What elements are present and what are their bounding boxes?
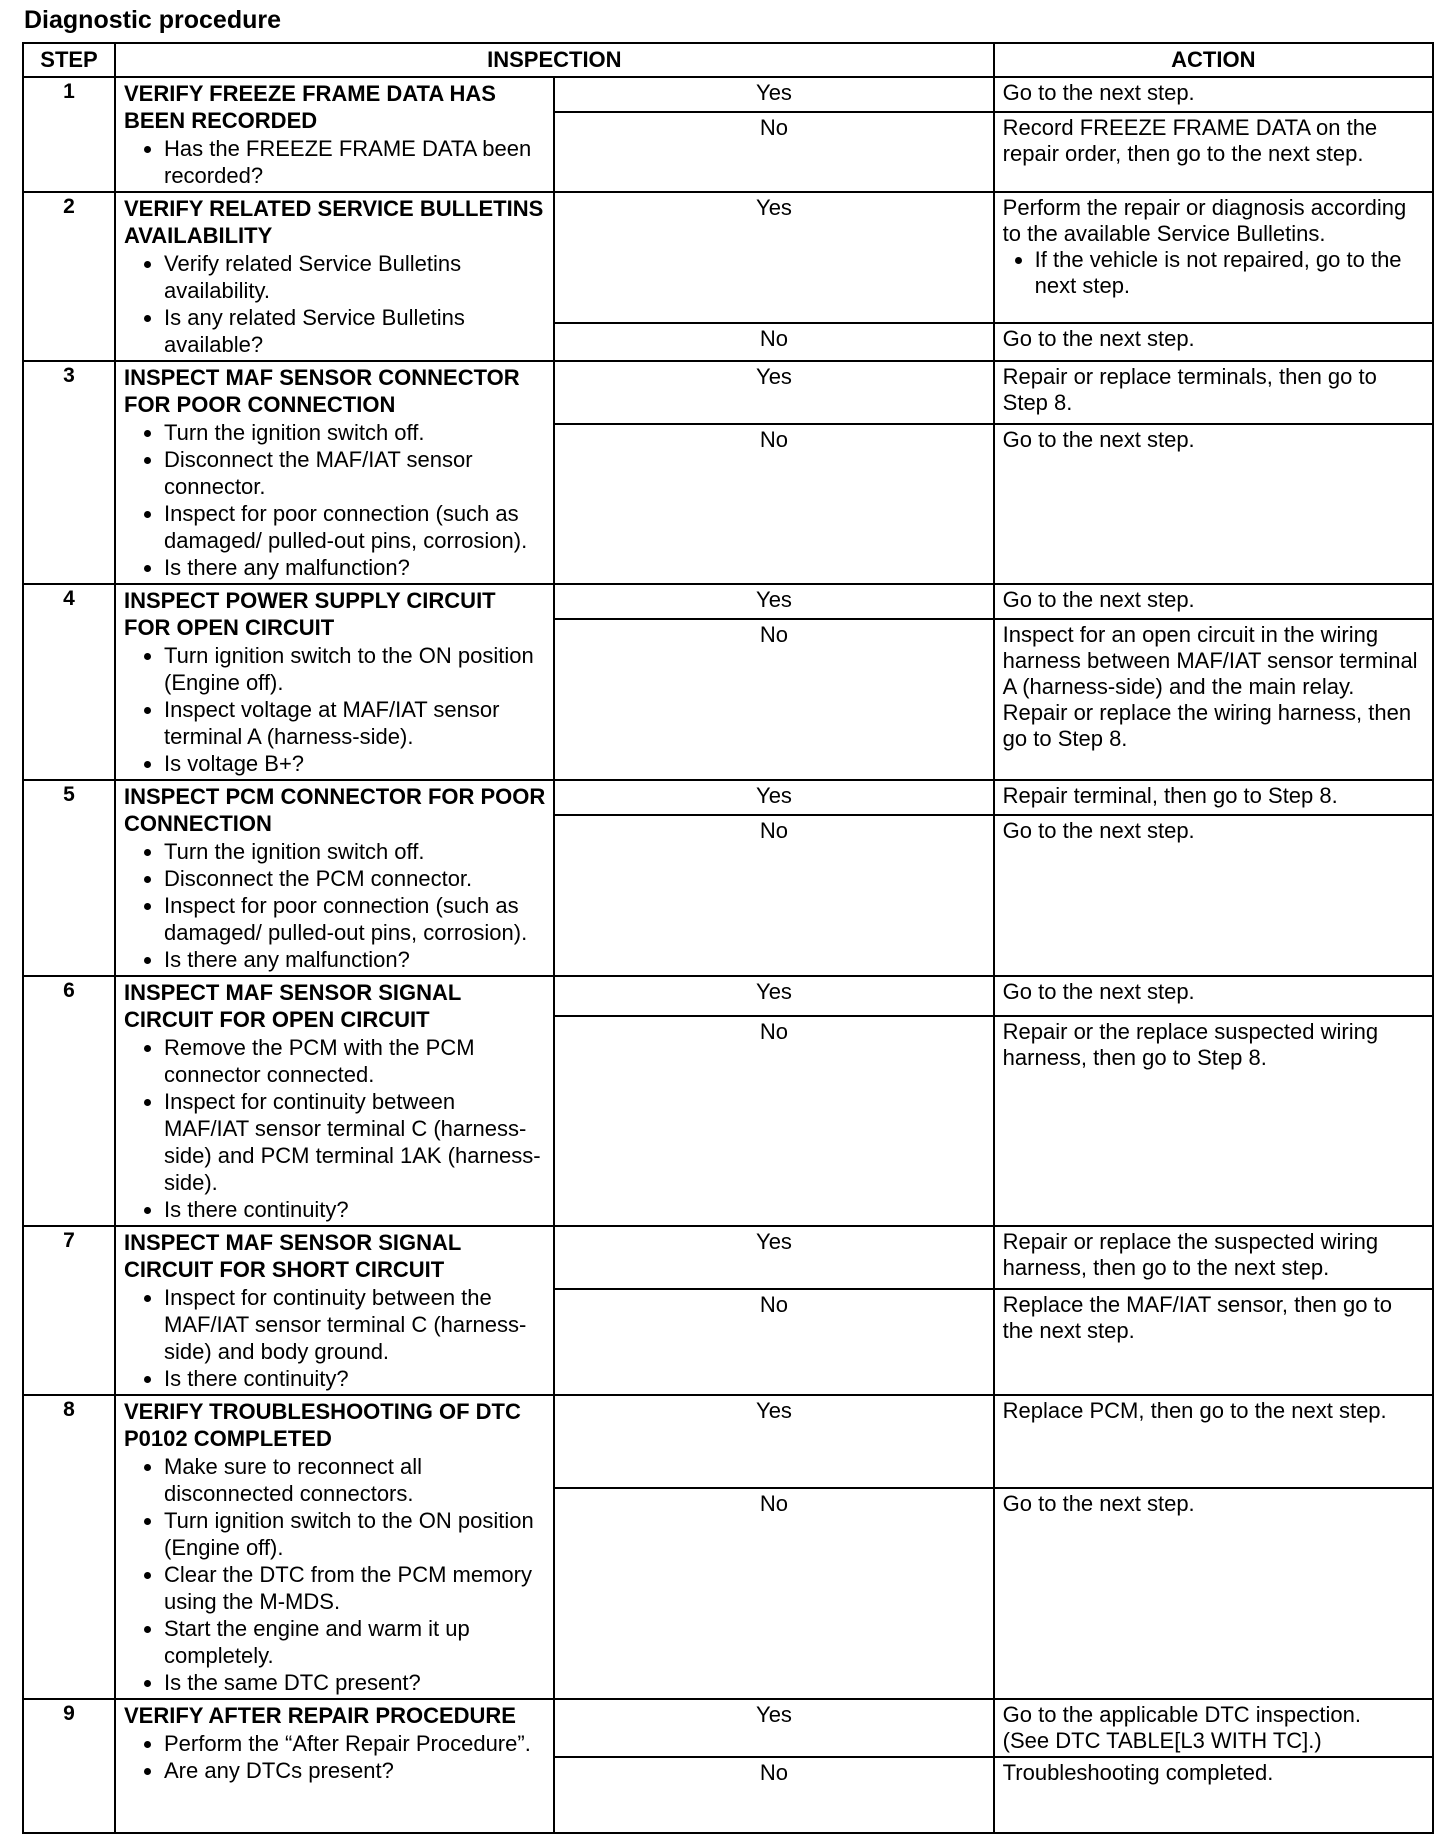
- inspection-bullet: • Has the FREEZE FRAME DATA been recorded?: [164, 135, 545, 189]
- yes-action: [994, 192, 1433, 323]
- step-title: INSPECT MAF SENSOR SIGNAL CIRCUIT FOR OPEN CIRCUIT: [124, 980, 461, 1032]
- step-row: [23, 361, 1433, 424]
- no-action: [994, 323, 1433, 361]
- action-text: Repair or replace the wiring harness, then go to Step 8.: [1002, 700, 1412, 752]
- inspection-bullet: • Remove the PCM with the PCM connector connected.: [164, 1034, 545, 1088]
- yes-label: Yes: [554, 361, 993, 424]
- yes-action: [994, 1699, 1433, 1757]
- action-text: Record FREEZE FRAME DATA on the repair order, then go to the next step.: [1002, 115, 1378, 167]
- yes-action: [994, 584, 1433, 619]
- inspection-bullet: • Is there continuity?: [164, 1365, 545, 1392]
- inspection-bullets: [124, 1453, 545, 1696]
- action-text: (See DTC TABLE[L3 WITH TC].): [1002, 1728, 1322, 1753]
- action-text: Inspect for an open circuit in the wiring harness between MAF/IAT sensor terminal A (harness-side) and the main relay.: [1002, 622, 1418, 700]
- step-inspection: [115, 584, 554, 780]
- yes-action: [994, 1395, 1433, 1488]
- inspection-bullets: [124, 642, 545, 777]
- table-body: [23, 77, 1433, 1833]
- step-title: INSPECT MAF SENSOR CONNECTOR FOR POOR CONNECTION: [124, 365, 520, 417]
- yes-label: Yes: [554, 77, 993, 112]
- step-number: 9: [23, 1699, 115, 1833]
- page-title: Diagnostic procedure: [24, 6, 281, 34]
- inspection-bullet: • Inspect for poor connection (such as damaged/ pulled-out pins, corrosion).: [164, 500, 545, 554]
- yes-label: Yes: [554, 1699, 993, 1757]
- inspection-bullets: [124, 1284, 545, 1392]
- no-action: [994, 1757, 1433, 1833]
- action-text: Go to the next step.: [1002, 1490, 1195, 1516]
- action-text: Repair or the replace suspected wiring harness, then go to Step 8.: [1002, 1018, 1379, 1070]
- inspection-bullets: [124, 1730, 545, 1784]
- header-action: ACTION: [994, 43, 1433, 77]
- action-text: Repair terminal, then go to Step 8.: [1002, 783, 1338, 808]
- step-title: VERIFY AFTER REPAIR PROCEDURE: [124, 1703, 516, 1728]
- step-title: INSPECT POWER SUPPLY CIRCUIT FOR OPEN CIRCUIT: [124, 588, 496, 640]
- action-text: Repair or replace terminals, then go to Step 8.: [1002, 364, 1377, 415]
- step-row: [23, 1699, 1433, 1757]
- no-label: No: [554, 323, 993, 361]
- yes-action: [994, 780, 1433, 815]
- step-number: 2: [23, 192, 115, 361]
- step-inspection: [115, 192, 554, 361]
- no-label: No: [554, 1016, 993, 1226]
- action-text: Replace PCM, then go to the next step.: [1002, 1398, 1387, 1423]
- inspection-bullet: • Perform the “After Repair Procedure”.: [164, 1730, 545, 1757]
- no-label: No: [554, 619, 993, 780]
- yes-action: [994, 976, 1433, 1016]
- action-text: Perform the repair or diagnosis according to the available Service Bulletins.: [1002, 195, 1407, 246]
- inspection-bullet: • Inspect voltage at MAF/IAT sensor terminal A (harness-side).: [164, 696, 545, 750]
- step-number: 7: [23, 1226, 115, 1395]
- step-inspection: [115, 1395, 554, 1699]
- yes-label: Yes: [554, 584, 993, 619]
- yes-action: [994, 1226, 1433, 1289]
- step-number: 6: [23, 976, 115, 1226]
- diagnostic-table: [22, 42, 1434, 1834]
- inspection-bullet: • Verify related Service Bulletins availability.: [164, 250, 545, 304]
- step-inspection: [115, 976, 554, 1226]
- step-number: 3: [23, 361, 115, 584]
- action-text: Troubleshooting completed.: [1002, 1760, 1274, 1785]
- inspection-bullet: • Disconnect the MAF/IAT sensor connector.: [164, 446, 545, 500]
- no-label: No: [554, 1757, 993, 1833]
- step-row: [23, 1226, 1433, 1289]
- no-action: [994, 1016, 1433, 1226]
- no-label: No: [554, 1488, 993, 1699]
- no-action: [994, 815, 1433, 976]
- inspection-bullet: • Is any related Service Bulletins available?: [164, 304, 545, 358]
- inspection-bullet: • Are any DTCs present?: [164, 1757, 545, 1784]
- action-text: Go to the next step.: [1002, 979, 1195, 1004]
- inspection-bullet: • Start the engine and warm it up completely.: [164, 1615, 545, 1669]
- step-row: [23, 192, 1433, 323]
- inspection-bullet: • Turn the ignition switch off.: [164, 419, 545, 446]
- no-label: No: [554, 112, 993, 192]
- action-bullets: [1003, 247, 1424, 299]
- step-title: VERIFY FREEZE FRAME DATA HAS BEEN RECORDED: [124, 81, 496, 133]
- step-inspection: [115, 780, 554, 976]
- inspection-bullet: • Is the same DTC present?: [164, 1669, 545, 1696]
- step-title: VERIFY TROUBLESHOOTING OF DTC P0102 COMPLETED: [124, 1399, 521, 1451]
- inspection-bullets: [124, 1034, 545, 1223]
- step-number: 8: [23, 1395, 115, 1699]
- step-inspection: [115, 1226, 554, 1395]
- inspection-bullet: • Is voltage B+?: [164, 750, 545, 777]
- step-number: 5: [23, 780, 115, 976]
- inspection-bullet: • Inspect for poor connection (such as damaged/ pulled-out pins, corrosion).: [164, 892, 545, 946]
- yes-label: Yes: [554, 976, 993, 1016]
- inspection-bullet: • Turn ignition switch to the ON position (Engine off).: [164, 642, 545, 696]
- no-action: [994, 619, 1433, 780]
- inspection-bullets: [124, 250, 545, 358]
- inspection-bullet: • Is there any malfunction?: [164, 554, 545, 581]
- yes-action: [994, 77, 1433, 112]
- action-text: Go to the next step.: [1002, 818, 1195, 844]
- action-text: Go to the next step.: [1002, 587, 1195, 612]
- no-action: [994, 1289, 1433, 1395]
- step-number: 4: [23, 584, 115, 780]
- action-text: Go to the next step.: [1002, 427, 1195, 453]
- step-row: [23, 780, 1433, 815]
- step-inspection: [115, 77, 554, 192]
- step-inspection: [115, 361, 554, 584]
- action-text: Replace the MAF/IAT sensor, then go to the next step.: [1002, 1291, 1392, 1343]
- inspection-bullet: • Clear the DTC from the PCM memory using the M-MDS.: [164, 1561, 545, 1615]
- no-label: No: [554, 815, 993, 976]
- step-row: [23, 1395, 1433, 1488]
- action-text: Go to the next step.: [1002, 80, 1195, 105]
- no-action: [994, 112, 1433, 192]
- action-text: Go to the applicable DTC inspection.: [1002, 1702, 1361, 1727]
- action-text: Go to the next step.: [1002, 325, 1195, 351]
- inspection-bullets: [124, 419, 545, 581]
- no-label: No: [554, 1289, 993, 1395]
- header-step: STEP: [23, 43, 115, 77]
- step-number: 1: [23, 77, 115, 192]
- table-header-row: [23, 43, 1433, 77]
- action-bullet: • If the vehicle is not repaired, go to the next step.: [1035, 247, 1424, 299]
- inspection-bullet: • Inspect for continuity between the MAF/IAT sensor terminal C (harness-side) and body ground.: [164, 1284, 545, 1365]
- step-inspection: [115, 1699, 554, 1833]
- inspection-bullets: [124, 838, 545, 973]
- step-row: [23, 77, 1433, 112]
- step-row: [23, 584, 1433, 619]
- step-title: INSPECT PCM CONNECTOR FOR POOR CONNECTION: [124, 784, 546, 836]
- yes-label: Yes: [554, 1395, 993, 1488]
- step-row: [23, 976, 1433, 1016]
- yes-action: [994, 361, 1433, 424]
- no-action: [994, 424, 1433, 584]
- step-title: INSPECT MAF SENSOR SIGNAL CIRCUIT FOR SHORT CIRCUIT: [124, 1230, 461, 1282]
- yes-label: Yes: [554, 192, 993, 323]
- step-title: VERIFY RELATED SERVICE BULLETINS AVAILABILITY: [124, 196, 544, 248]
- yes-label: Yes: [554, 780, 993, 815]
- yes-label: Yes: [554, 1226, 993, 1289]
- inspection-bullet: • Turn the ignition switch off.: [164, 838, 545, 865]
- no-label: No: [554, 424, 993, 584]
- inspection-bullet: • Is there any malfunction?: [164, 946, 545, 973]
- inspection-bullet: • Make sure to reconnect all disconnected connectors.: [164, 1453, 545, 1507]
- inspection-bullets: [124, 135, 545, 189]
- inspection-bullet: • Is there continuity?: [164, 1196, 545, 1223]
- inspection-bullet: • Inspect for continuity between MAF/IAT sensor terminal C (harness-side) and PCM terminal 1AK (harness-side).: [164, 1088, 545, 1196]
- no-action: [994, 1488, 1433, 1699]
- action-text: Repair or replace the suspected wiring harness, then go to the next step.: [1002, 1229, 1379, 1280]
- inspection-bullet: • Turn ignition switch to the ON position (Engine off).: [164, 1507, 545, 1561]
- header-inspection: INSPECTION: [115, 43, 994, 77]
- inspection-bullet: • Disconnect the PCM connector.: [164, 865, 545, 892]
